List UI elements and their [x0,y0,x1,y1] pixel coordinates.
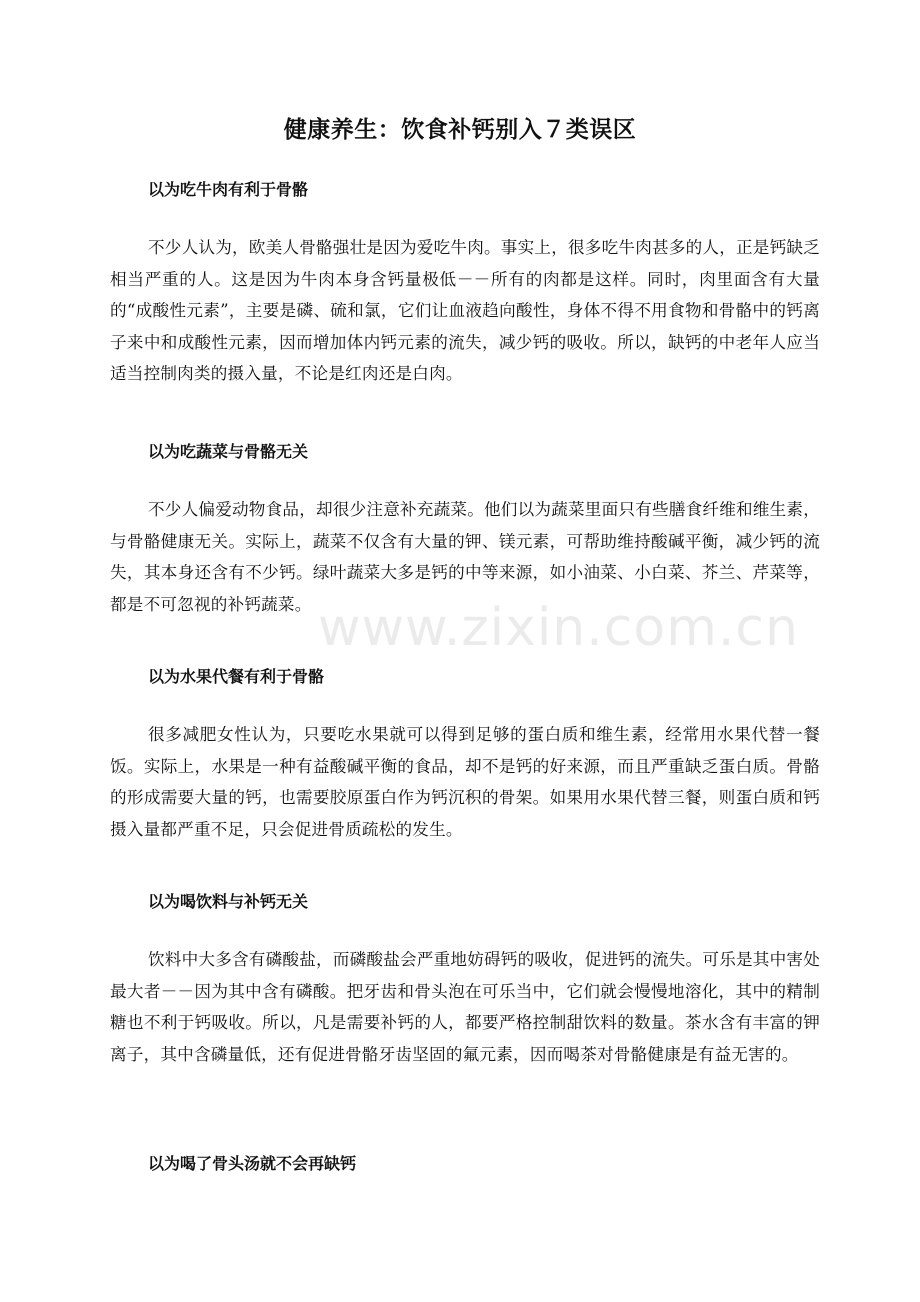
section-heading: 以为喝饮料与补钙无关 [148,892,309,911]
section-drinks [110,890,820,1070]
section-paragraph: 很多减肥女性认为，只要吃水果就可以得到足够的蛋白质和维生素，经常用水果代替一餐饭。实际上，水果是一种有益酸碱平衡的食品，却不是钙的好来源，而且严重缺乏蛋白质。骨骼的形成需要大量的钙，也需要胶原蛋白作为钙沉积的骨架。如果用水果代替三餐，则蛋白质和钙摄入量都严重不足，只会促进骨质疏松的发生。 [110,725,820,839]
section-paragraph: 饮料中大多含有磷酸盐，而磷酸盐会严重地妨碍钙的吸收，促进钙的流失。可乐是其中害处最大者－－因为其中含有磷酸。把牙齿和骨头泡在可乐当中，它们就会慢慢地溶化，其中的精制糖也不利于钙吸收。所以，凡是需要补钙的人，都要严格控制甜饮料的数量。茶水含有丰富的钾离子，其中含磷量低，还有促进骨骼牙齿坚固的氟元素，因而喝茶对骨骼健康是有益无害的。 [110,950,820,1064]
section-bone-soup [110,1152,820,1176]
section-vegetables [110,440,820,620]
page-title: 健康养生：饮食补钙别入７类误区 [283,117,637,143]
section-beef [110,178,820,390]
section-paragraph: 不少人认为，欧美人骨骼强壮是因为爱吃牛肉。事实上，很多吃牛肉甚多的人，正是钙缺乏相当严重的人。这是因为牛肉本身含钙量极低－－所有的肉都是这样。同时，肉里面含有大量的“成酸性元素”，主要是磷、硫和氯，它们让血液趋向酸性，身体不得不用食物和骨骼中的钙离子来中和成酸性元素，因而增加体内钙元素的流失，减少钙的吸收。所以，缺钙的中老年人应当适当控制肉类的摄入量，不论是红肉还是白肉。 [110,238,820,383]
watermark: www.zixin.com.cn [318,598,799,658]
section-paragraph: 不少人偏爱动物食品，却很少注意补充蔬菜。他们以为蔬菜里面只有些膳食纤维和维生素，与骨骼健康无关。实际上，蔬菜不仅含有大量的钾、镁元素，可帮助维持酸碱平衡，减少钙的流失，其本身还含有不少钙。绿叶蔬菜大多是钙的中等来源，如小油菜、小白菜、芥兰、芹菜等，都是不可忽视的补钙蔬菜。 [110,500,820,614]
section-heading: 以为喝了骨头汤就不会再缺钙 [148,1154,357,1173]
section-heading: 以为水果代餐有利于骨骼 [148,667,325,686]
section-heading: 以为吃牛肉有利于骨骼 [148,180,309,199]
section-fruit [110,665,820,845]
section-heading: 以为吃蔬菜与骨骼无关 [148,442,309,461]
